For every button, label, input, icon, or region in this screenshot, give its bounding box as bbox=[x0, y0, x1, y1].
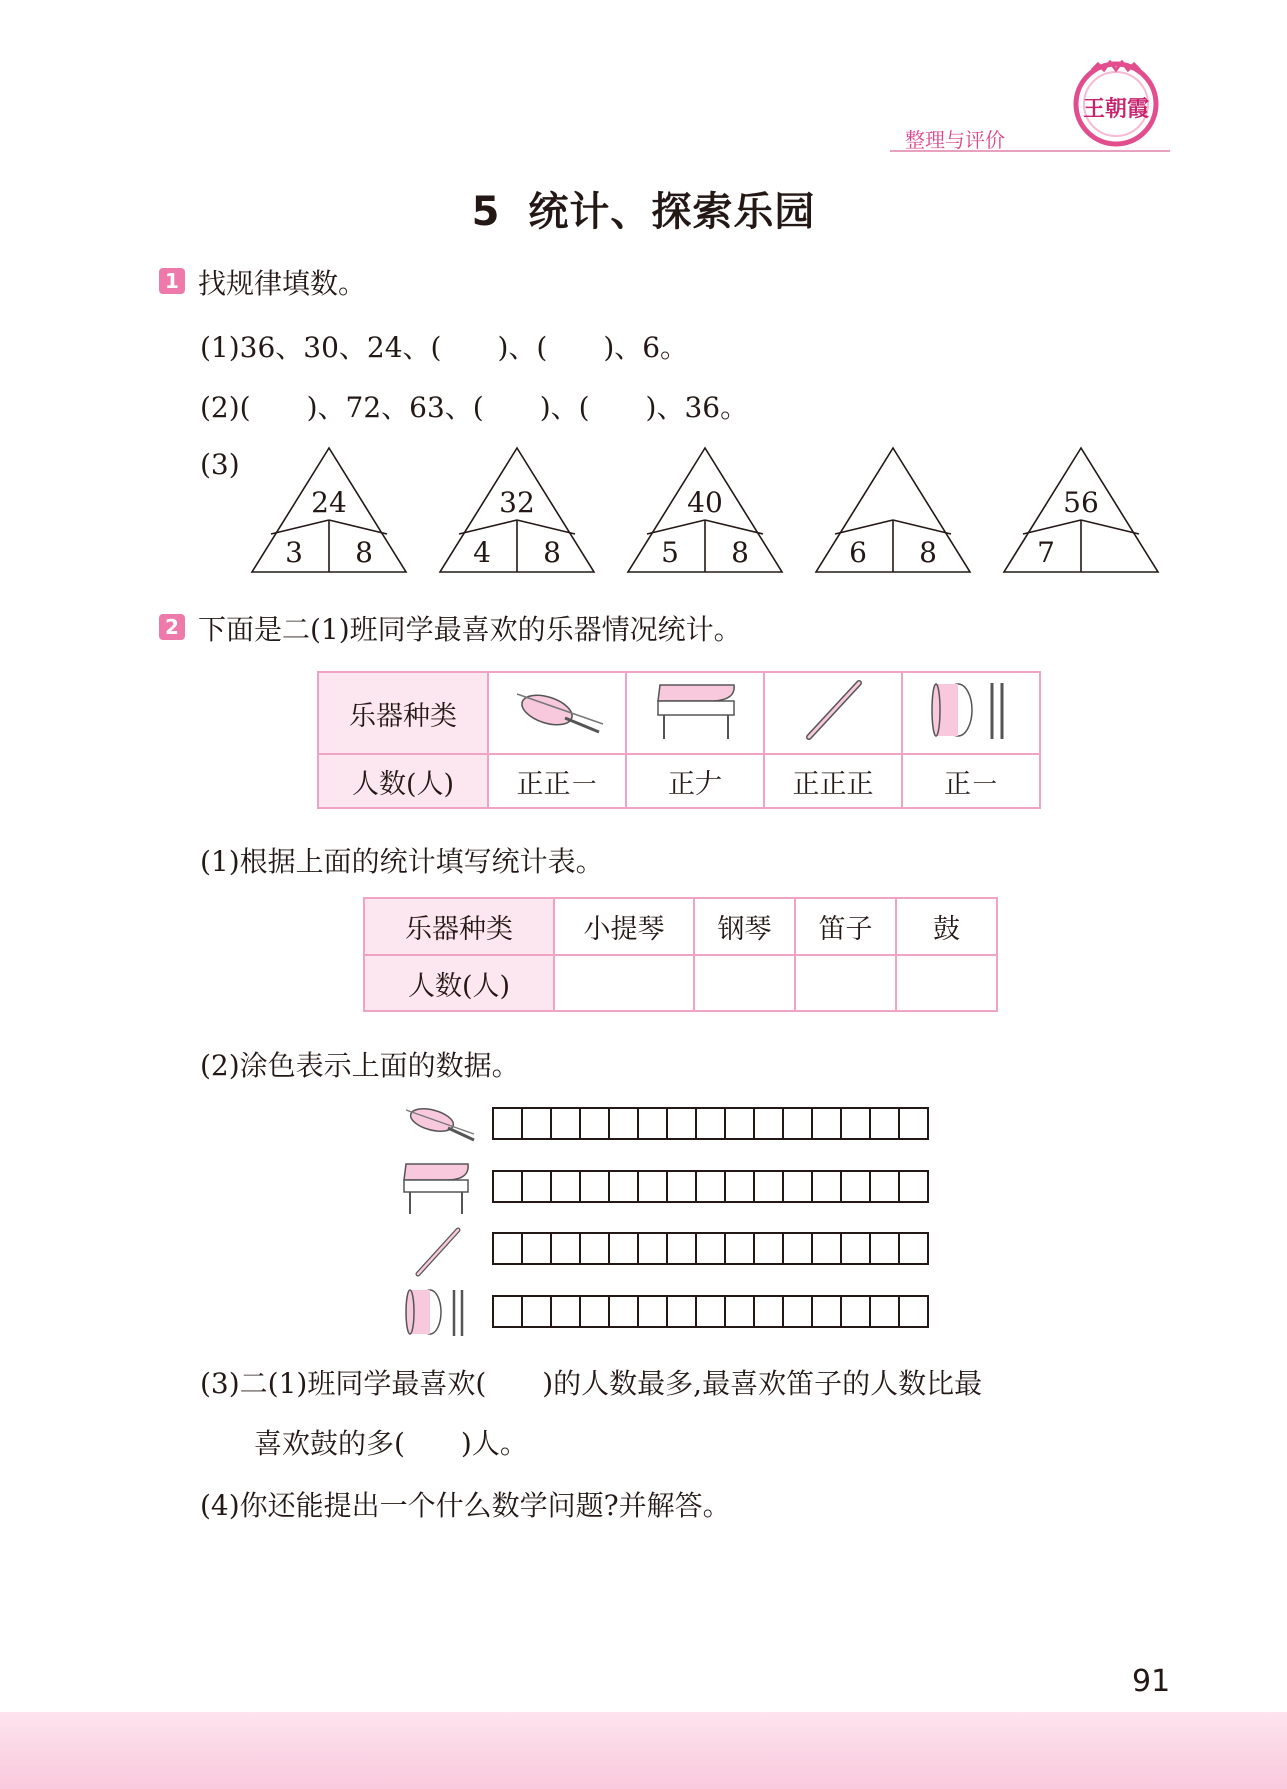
grid-cell[interactable] bbox=[811, 1107, 842, 1140]
grid-cell[interactable] bbox=[637, 1232, 668, 1265]
stat-header-type: 乐器种类 bbox=[364, 898, 554, 955]
grid-cell[interactable] bbox=[608, 1295, 639, 1328]
question-1-part-3-label: (3) bbox=[200, 448, 240, 481]
grid-cell[interactable] bbox=[492, 1170, 523, 1203]
grid-cell[interactable] bbox=[637, 1170, 668, 1203]
grid-cell[interactable] bbox=[637, 1107, 668, 1140]
question-2-badge: 2 bbox=[159, 614, 185, 640]
grid-cell[interactable] bbox=[811, 1295, 842, 1328]
triangle-right-number: 8 bbox=[355, 536, 373, 569]
grid-cell[interactable] bbox=[608, 1232, 639, 1265]
triangle-left-number: 6 bbox=[849, 536, 867, 569]
title-text: 统计、探索乐园 bbox=[528, 189, 816, 235]
stat-input-piano[interactable] bbox=[694, 955, 795, 1011]
grid-cell[interactable] bbox=[666, 1232, 697, 1265]
grid-row-piano[interactable] bbox=[492, 1170, 929, 1203]
grid-cell[interactable] bbox=[898, 1232, 929, 1265]
flute-icon bbox=[410, 1224, 464, 1280]
stat-header-count: 人数(人) bbox=[364, 955, 554, 1011]
tally-header-type: 乐器种类 bbox=[318, 672, 488, 754]
question-1-part-2: (2)( )、72、63、( )、( )、36。 bbox=[200, 391, 749, 424]
grid-cell[interactable] bbox=[695, 1232, 726, 1265]
question-2-part-3-line-1: (3)二(1)班同学最喜欢( )的人数最多,最喜欢笛子的人数比最 bbox=[200, 1367, 983, 1400]
grid-cell[interactable] bbox=[753, 1295, 784, 1328]
violin-icon bbox=[402, 1098, 478, 1148]
grid-cell[interactable] bbox=[492, 1232, 523, 1265]
statistics-table bbox=[363, 897, 998, 1012]
triangle-right-number: 8 bbox=[731, 536, 749, 569]
page-title bbox=[0, 180, 1287, 237]
grid-cell[interactable] bbox=[579, 1232, 610, 1265]
number-triangles bbox=[240, 440, 1170, 580]
page-number: 91 bbox=[1132, 1664, 1171, 1699]
grid-cell[interactable] bbox=[579, 1107, 610, 1140]
piano-icon bbox=[626, 672, 764, 754]
grid-cell[interactable] bbox=[869, 1295, 900, 1328]
triangle-5 bbox=[1004, 448, 1158, 572]
grid-cell[interactable] bbox=[724, 1170, 755, 1203]
question-1-part-1: (1)36、30、24、( )、( )、6。 bbox=[200, 331, 689, 364]
grid-cell[interactable] bbox=[724, 1107, 755, 1140]
grid-cell[interactable] bbox=[898, 1295, 929, 1328]
question-1-badge: 1 bbox=[159, 268, 185, 294]
grid-cell[interactable] bbox=[521, 1295, 552, 1328]
stat-input-flute[interactable] bbox=[795, 955, 896, 1011]
flute-icon bbox=[764, 672, 902, 754]
tally-piano: 正𠂇 bbox=[626, 754, 764, 808]
grid-cell[interactable] bbox=[521, 1232, 552, 1265]
triangle-left-number: 5 bbox=[661, 536, 679, 569]
grid-cell[interactable] bbox=[492, 1295, 523, 1328]
grid-cell[interactable] bbox=[753, 1232, 784, 1265]
grid-cell[interactable] bbox=[782, 1232, 813, 1265]
question-2-prompt: 下面是二(1)班同学最喜欢的乐器情况统计。 bbox=[198, 613, 742, 646]
grid-cell[interactable] bbox=[782, 1295, 813, 1328]
logo-text: 王朝霞 bbox=[1082, 96, 1149, 122]
grid-cell[interactable] bbox=[521, 1170, 552, 1203]
stat-col-violin: 小提琴 bbox=[554, 898, 694, 955]
grid-cell[interactable] bbox=[869, 1170, 900, 1203]
triangle-2 bbox=[440, 448, 594, 572]
triangle-3 bbox=[628, 448, 782, 572]
grid-cell[interactable] bbox=[898, 1107, 929, 1140]
grid-cell[interactable] bbox=[666, 1170, 697, 1203]
grid-row-flute[interactable] bbox=[492, 1232, 929, 1265]
stat-col-drum: 鼓 bbox=[896, 898, 997, 955]
grid-cell[interactable] bbox=[753, 1170, 784, 1203]
grid-cell[interactable] bbox=[608, 1170, 639, 1203]
grid-cell[interactable] bbox=[782, 1170, 813, 1203]
stat-input-drum[interactable] bbox=[896, 955, 997, 1011]
triangle-left-number: 4 bbox=[473, 536, 491, 569]
question-2-part-2: (2)涂色表示上面的数据。 bbox=[200, 1049, 520, 1082]
triangle-top-number: 24 bbox=[311, 486, 347, 519]
grid-cell[interactable] bbox=[579, 1170, 610, 1203]
tally-drum: 正㇐ bbox=[902, 754, 1040, 808]
violin-icon bbox=[488, 672, 626, 754]
grid-cell[interactable] bbox=[550, 1107, 581, 1140]
triangle-right-number: 8 bbox=[919, 536, 937, 569]
question-2-part-1: (1)根据上面的统计填写统计表。 bbox=[200, 845, 604, 878]
tally-table bbox=[317, 671, 1041, 809]
grid-cell[interactable] bbox=[666, 1107, 697, 1140]
tally-violin: 正正㇐ bbox=[488, 754, 626, 808]
grid-cell[interactable] bbox=[695, 1107, 726, 1140]
triangle-4 bbox=[816, 448, 970, 572]
question-2-part-4: (4)你还能提出一个什么数学问题?并解答。 bbox=[200, 1489, 731, 1522]
question-1-prompt: 找规律填数。 bbox=[198, 267, 367, 300]
stat-col-flute: 笛子 bbox=[795, 898, 896, 955]
grid-row-violin[interactable] bbox=[492, 1107, 929, 1140]
grid-cell[interactable] bbox=[782, 1107, 813, 1140]
grid-cell[interactable] bbox=[695, 1170, 726, 1203]
title-number: 5 bbox=[471, 189, 501, 235]
stat-input-violin[interactable] bbox=[554, 955, 694, 1011]
grid-cell[interactable] bbox=[550, 1170, 581, 1203]
grid-cell[interactable] bbox=[579, 1295, 610, 1328]
grid-cell[interactable] bbox=[840, 1170, 871, 1203]
triangle-1 bbox=[252, 448, 406, 572]
tally-header-count: 人数(人) bbox=[318, 754, 488, 808]
triangle-top-number: 32 bbox=[499, 486, 535, 519]
tally-flute: 正正正 bbox=[764, 754, 902, 808]
grid-cell[interactable] bbox=[869, 1107, 900, 1140]
grid-cell[interactable] bbox=[550, 1232, 581, 1265]
piano-icon bbox=[400, 1158, 472, 1218]
grid-cell[interactable] bbox=[608, 1107, 639, 1140]
section-label: 整理与评价 bbox=[905, 128, 1005, 152]
grid-cell[interactable] bbox=[492, 1107, 523, 1140]
grid-cell[interactable] bbox=[753, 1107, 784, 1140]
triangle-left-number: 7 bbox=[1037, 536, 1055, 569]
triangle-top-number: 56 bbox=[1063, 486, 1099, 519]
grid-cell[interactable] bbox=[840, 1107, 871, 1140]
stat-col-piano: 钢琴 bbox=[694, 898, 795, 955]
drum-icon bbox=[902, 672, 1040, 754]
grid-cell[interactable] bbox=[550, 1295, 581, 1328]
triangle-right-number: 8 bbox=[543, 536, 561, 569]
grid-cell[interactable] bbox=[840, 1295, 871, 1328]
grid-cell[interactable] bbox=[666, 1295, 697, 1328]
grid-cell[interactable] bbox=[869, 1232, 900, 1265]
grid-cell[interactable] bbox=[637, 1295, 668, 1328]
grid-cell[interactable] bbox=[811, 1232, 842, 1265]
grid-cell[interactable] bbox=[521, 1107, 552, 1140]
triangle-top-number: 40 bbox=[687, 486, 723, 519]
grid-cell[interactable] bbox=[724, 1232, 755, 1265]
grid-cell[interactable] bbox=[724, 1295, 755, 1328]
footer-band bbox=[0, 1712, 1287, 1789]
grid-row-drum[interactable] bbox=[492, 1295, 929, 1328]
drum-icon bbox=[402, 1286, 472, 1338]
question-2-part-3-line-2: 喜欢鼓的多( )人。 bbox=[254, 1427, 528, 1460]
grid-cell[interactable] bbox=[898, 1170, 929, 1203]
grid-cell[interactable] bbox=[811, 1170, 842, 1203]
grid-cell[interactable] bbox=[840, 1232, 871, 1265]
grid-cell[interactable] bbox=[695, 1295, 726, 1328]
triangle-left-number: 3 bbox=[285, 536, 303, 569]
